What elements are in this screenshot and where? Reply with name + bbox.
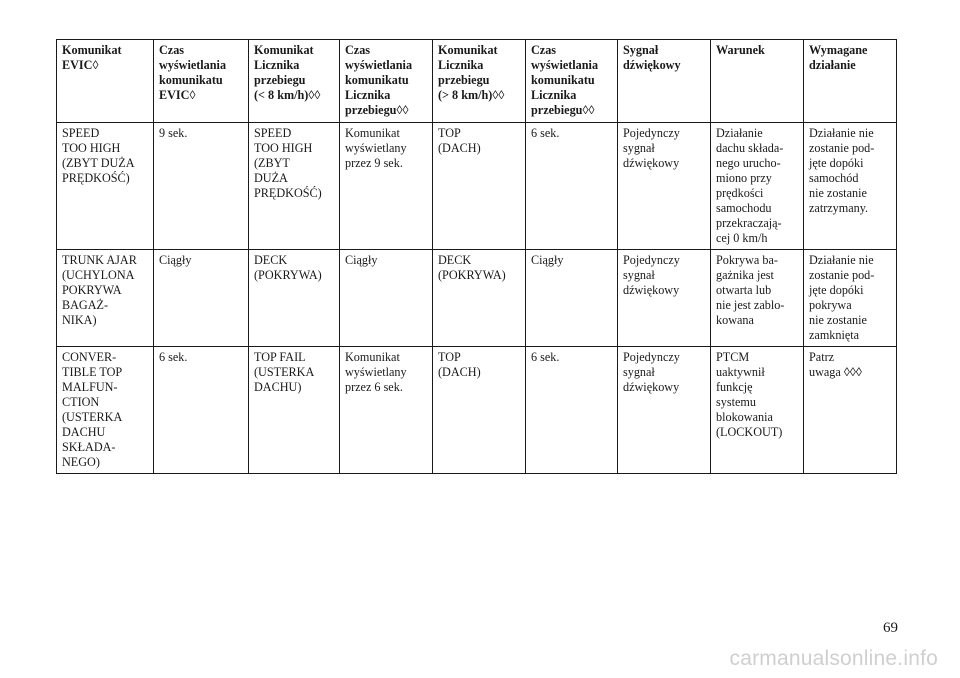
header-odometer-message-slow: Komunikat Licznika przebiegu (< 8 km/h)◊◊ bbox=[249, 40, 340, 123]
table-cell: SPEED TOO HIGH (ZBYT DUŻA PRĘDKOŚĆ) bbox=[249, 123, 340, 250]
header-evic-display-time: Czas wyświetlania komunikatu EVIC◊ bbox=[154, 40, 249, 123]
table-cell: TOP (DACH) bbox=[433, 123, 526, 250]
table-cell: CONVER- TIBLE TOP MALFUN- CTION (USTERKA DACHU SKŁADA- NEGO) bbox=[57, 347, 154, 474]
table-cell: Pojedynczy sygnał dźwiękowy bbox=[618, 347, 711, 474]
table-cell: Patrz uwaga ◊◊◊ bbox=[804, 347, 897, 474]
table-cell: Ciągły bbox=[526, 250, 618, 347]
table-cell: Działanie dachu składa- nego urucho- miono przy prędkości samochodu przekraczają- cej 0 km/h bbox=[711, 123, 804, 250]
watermark: carmanualsonline.info bbox=[729, 647, 938, 670]
table-cell: Komunikat wyświetlany przez 9 sek. bbox=[340, 123, 433, 250]
header-evic-message: Komunikat EVIC◊ bbox=[57, 40, 154, 123]
table-cell: Ciągły bbox=[154, 250, 249, 347]
table-header-row bbox=[57, 40, 897, 123]
header-odometer-display-time-fast: Czas wyświetlania komunikatu Licznika przebiegu◊◊ bbox=[526, 40, 618, 123]
table-cell: DECK (POKRYWA) bbox=[433, 250, 526, 347]
table-cell: DECK (POKRYWA) bbox=[249, 250, 340, 347]
header-condition: Warunek bbox=[711, 40, 804, 123]
evic-message-table bbox=[56, 39, 897, 474]
table-cell: 6 sek. bbox=[526, 123, 618, 250]
table-row bbox=[57, 347, 897, 474]
header-odometer-message-fast: Komunikat Licznika przebiegu (> 8 km/h)◊◊ bbox=[433, 40, 526, 123]
table-cell: PTCM uaktywnił funkcję systemu blokowania (LOCKOUT) bbox=[711, 347, 804, 474]
table-cell: Pokrywa ba- gażnika jest otwarta lub nie jest zablo- kowana bbox=[711, 250, 804, 347]
table-cell: 6 sek. bbox=[154, 347, 249, 474]
header-required-action: Wymagane działanie bbox=[804, 40, 897, 123]
table-cell: Komunikat wyświetlany przez 6 sek. bbox=[340, 347, 433, 474]
table-cell: TRUNK AJAR (UCHYLONA POKRYWA BAGAŻ- NIKA) bbox=[57, 250, 154, 347]
table-row bbox=[57, 123, 897, 250]
page-number: 69 bbox=[883, 620, 898, 636]
table-cell: TOP FAIL (USTERKA DACHU) bbox=[249, 347, 340, 474]
table-cell: Pojedynczy sygnał dźwiękowy bbox=[618, 250, 711, 347]
header-sound-signal: Sygnał dźwiękowy bbox=[618, 40, 711, 123]
table-cell: Ciągły bbox=[340, 250, 433, 347]
table-row bbox=[57, 250, 897, 347]
table-cell: Pojedynczy sygnał dźwiękowy bbox=[618, 123, 711, 250]
table-cell: Działanie nie zostanie pod- jęte dopóki samochód nie zostanie zatrzymany. bbox=[804, 123, 897, 250]
table-cell: 6 sek. bbox=[526, 347, 618, 474]
table-cell: 9 sek. bbox=[154, 123, 249, 250]
table-cell: Działanie nie zostanie pod- jęte dopóki pokrywa nie zostanie zamknięta bbox=[804, 250, 897, 347]
table-cell: TOP (DACH) bbox=[433, 347, 526, 474]
header-odometer-display-time-slow: Czas wyświetlania komunikatu Licznika przebiegu◊◊ bbox=[340, 40, 433, 123]
table-cell: SPEED TOO HIGH (ZBYT DUŻA PRĘDKOŚĆ) bbox=[57, 123, 154, 250]
